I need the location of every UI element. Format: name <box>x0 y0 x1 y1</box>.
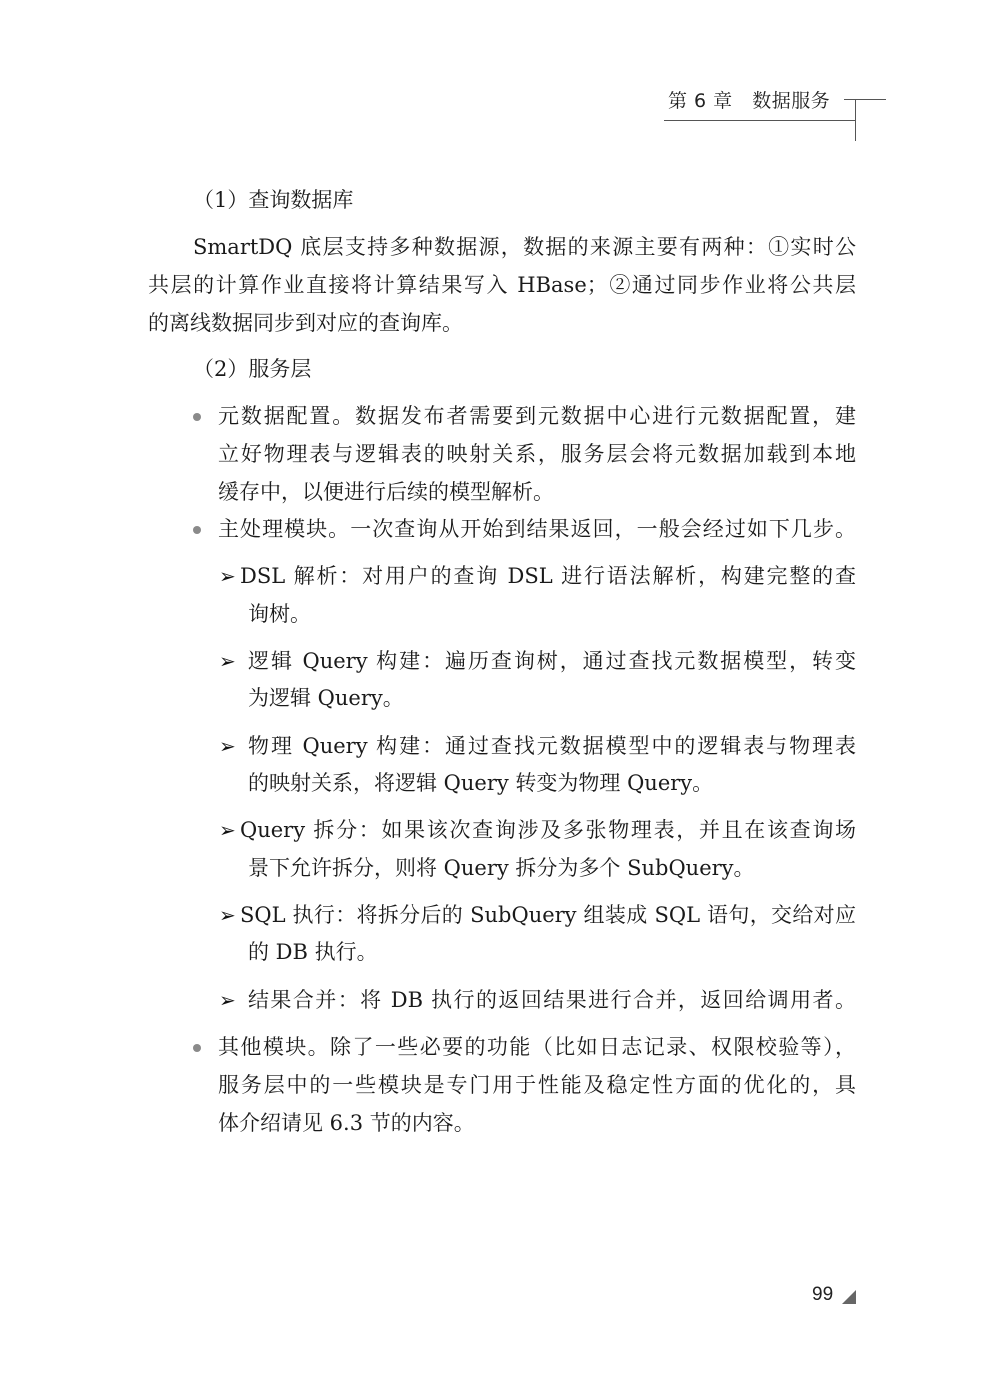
bullet-dot <box>193 1044 201 1052</box>
paragraph-line: SmartDQ 底层支持多种数据源，数据的来源主要有两种：①实时公 <box>193 235 856 259</box>
arrow-bullet-icon: ➢ <box>219 564 236 588</box>
section-heading-service-layer: （2）服务层 <box>193 357 312 381</box>
bullet-line: 缓存中，以便进行后续的模型解析。 <box>218 480 554 504</box>
sub-item-line: 的映射关系，将逻辑 Query 转变为物理 Query。 <box>248 771 714 795</box>
sub-item-line: 为逻辑 Query。 <box>248 686 404 710</box>
running-header <box>668 86 844 113</box>
arrow-bullet-icon: ➢ <box>219 988 236 1012</box>
bullet-dot <box>193 526 201 534</box>
bullet-line: 体介绍请见 6.3 节的内容。 <box>218 1111 475 1135</box>
section-heading-query-db: （1）查询数据库 <box>193 188 354 212</box>
bullet-line: 服务层中的一些模块是专门用于性能及稳定性方面的优化的，具 <box>218 1073 856 1097</box>
bullet-line: 其他模块。除了一些必要的功能（比如日志记录、权限校验等）， <box>218 1035 856 1059</box>
sub-item-line: SQL 执行：将拆分后的 SubQuery 组装成 SQL 语句，交给对应 <box>240 903 856 927</box>
arrow-bullet-icon: ➢ <box>219 818 236 842</box>
sub-item-line: 结果合并：将 DB 执行的返回结果进行合并，返回给调用者。 <box>248 988 856 1012</box>
paragraph-line: 共层的计算作业直接将计算结果写入 HBase；②通过同步作业将公共层 <box>148 273 856 297</box>
bullet-line: 元数据配置。数据发布者需要到元数据中心进行元数据配置，建 <box>218 404 856 428</box>
sub-item-line: 景下允许拆分，则将 Query 拆分为多个 SubQuery。 <box>248 856 755 880</box>
chapter-number: 第 6 章 <box>668 90 733 112</box>
sub-item-line: 询树。 <box>248 602 311 626</box>
chapter-title: 数据服务 <box>752 90 831 112</box>
header-rule-horizontal <box>664 120 856 121</box>
arrow-bullet-icon: ➢ <box>219 734 236 758</box>
bullet-line: 主处理模块。一次查询从开始到结果返回，一般会经过如下几步。 <box>218 517 856 541</box>
sub-item-line: DSL 解析：对用户的查询 DSL 进行语法解析，构建完整的查 <box>240 564 856 588</box>
page-number: 99 <box>812 1284 834 1305</box>
page-corner-triangle-icon <box>842 1290 856 1304</box>
paragraph-line: 的离线数据同步到对应的查询库。 <box>148 311 463 335</box>
bullet-dot <box>193 413 201 421</box>
arrow-bullet-icon: ➢ <box>219 903 236 927</box>
sub-item-line: 物理 Query 构建：通过查找元数据模型中的逻辑表与物理表 <box>248 734 856 758</box>
header-rule-vertical <box>855 99 856 141</box>
sub-item-line: Query 拆分：如果该次查询涉及多张物理表，并且在该查询场 <box>240 818 856 842</box>
arrow-bullet-icon: ➢ <box>219 649 236 673</box>
bullet-line: 立好物理表与逻辑表的映射关系，服务层会将元数据加载到本地 <box>218 442 856 466</box>
sub-item-line: 的 DB 执行。 <box>248 940 378 964</box>
sub-item-line: 逻辑 Query 构建：遍历查询树，通过查找元数据模型，转变 <box>248 649 856 673</box>
header-rule-tick <box>844 99 886 100</box>
